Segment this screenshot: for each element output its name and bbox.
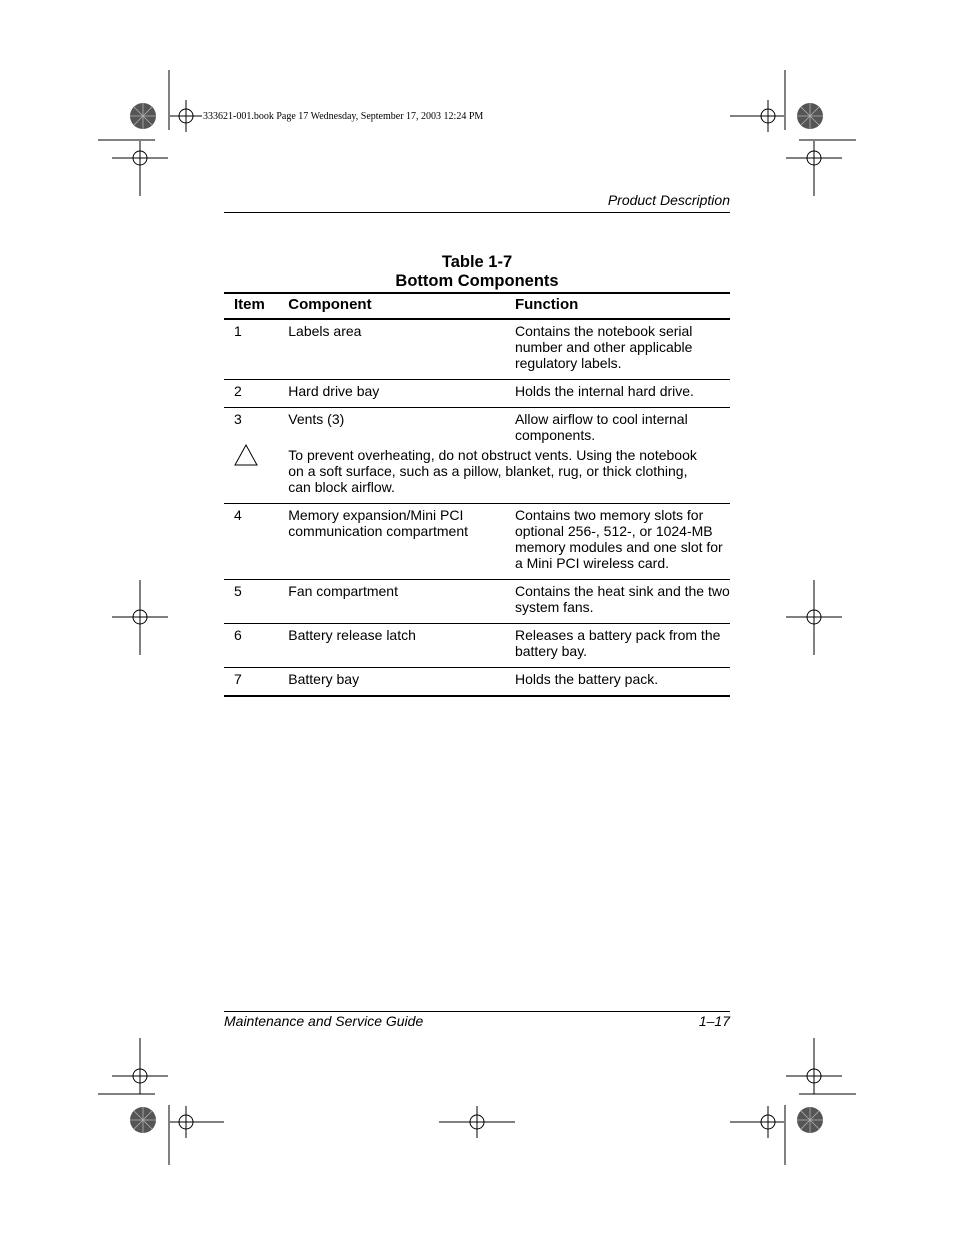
running-head: Product Description (607, 192, 730, 208)
row-component: Battery release latch (288, 624, 515, 668)
row-function: Holds the internal hard drive. (515, 380, 730, 408)
row-component: Vents (3) (288, 411, 345, 427)
bottom-components-table (224, 292, 730, 697)
footer-title: Maintenance and Service Guide (224, 1013, 424, 1029)
row-function: Contains two memory slots for optional 256-, 512-, or 1024-MB memory modules and one slot for a Mini PCI wireless card. (515, 504, 730, 580)
row-component: Labels area (288, 319, 515, 380)
table-row (224, 624, 730, 668)
row-item: 4 (224, 504, 288, 580)
header-rule (224, 212, 730, 213)
row-component: Battery bay (288, 668, 515, 697)
row-component: Hard drive bay (288, 380, 515, 408)
row-item: 3 (234, 411, 242, 427)
caution-text: To prevent overheating, do not obstruct vents. Using the notebook on a soft surface, such as a pillow, blanket, rug, or thick clothing, can block airflow. (288, 445, 730, 504)
table-row (224, 319, 730, 380)
row-item: 7 (224, 668, 288, 697)
row-function: Releases a battery pack from the battery bay. (515, 624, 730, 668)
table-row (224, 504, 730, 580)
row-function: Contains the heat sink and the two system fans. (515, 580, 730, 624)
row-component: Memory expansion/Mini PCI communication compartment (288, 504, 515, 580)
row-item: 5 (224, 580, 288, 624)
print-info: 333621-001.book Page 17 Wednesday, September 17, 2003 12:24 PM (203, 111, 484, 122)
row-item: 2 (224, 380, 288, 408)
caution-triangle-icon (234, 444, 258, 466)
row-item: 6 (224, 624, 288, 668)
page-number: 1–17 (698, 1013, 730, 1029)
table-row (224, 380, 730, 408)
header-item: Item (224, 293, 288, 319)
caution-icon-cell (224, 445, 288, 504)
row-function: Allow airflow to cool internal components. (514, 411, 688, 443)
table-row (224, 668, 730, 697)
row-item: 1 (224, 319, 288, 380)
table-row (224, 580, 730, 624)
table-row (224, 408, 730, 446)
header-function: Function (515, 293, 730, 319)
row-function: Contains the notebook serial number and other applicable regulatory labels. (515, 319, 730, 380)
row-function: Holds the battery pack. (515, 668, 730, 697)
table-header-row (224, 293, 730, 319)
table-title: Bottom Components (395, 272, 559, 290)
header-component: Component (288, 293, 515, 319)
row-component: Fan compartment (288, 580, 515, 624)
footer-rule (224, 1011, 730, 1012)
caution-row (224, 445, 730, 504)
table-number: Table 1-7 (441, 253, 513, 271)
